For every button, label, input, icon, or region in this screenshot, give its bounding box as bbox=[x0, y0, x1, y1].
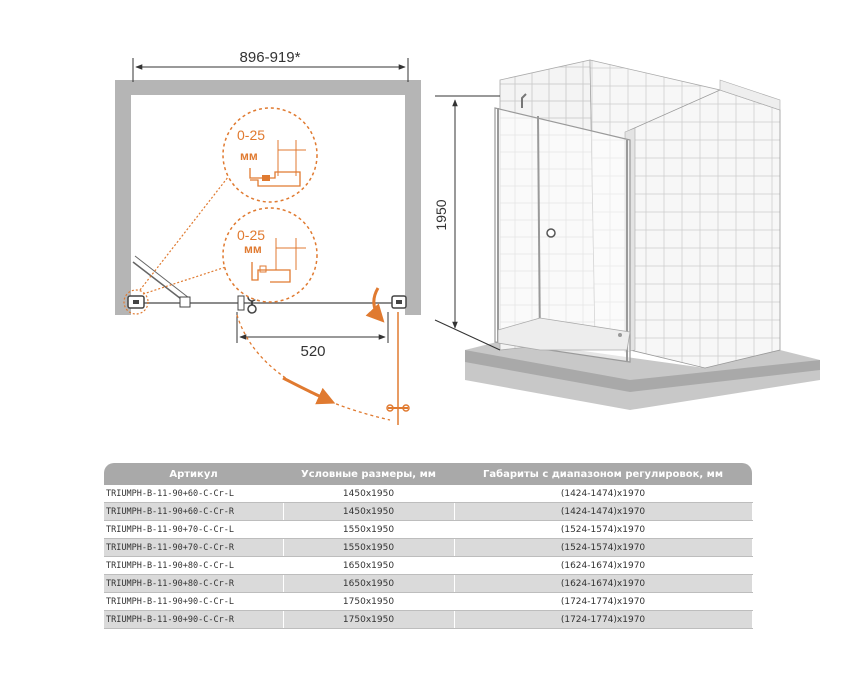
cell-article: TRIUMPH-B-11-90+70-C-Cr-R bbox=[104, 539, 283, 557]
cell-nominal-size: 1550x1950 bbox=[283, 521, 454, 539]
detail-bottom-unit: мм bbox=[244, 242, 262, 256]
side-wall-tiles bbox=[630, 90, 780, 368]
cell-article: TRIUMPH-B-11-90+80-C-Cr-R bbox=[104, 575, 283, 593]
isometric-view bbox=[430, 50, 841, 420]
header-article: Артикул bbox=[104, 463, 283, 485]
table-row bbox=[104, 593, 752, 611]
cell-adjustable-size: (1424-1474)x1970 bbox=[454, 503, 752, 521]
cell-nominal-size: 1650x1950 bbox=[283, 575, 454, 593]
door-knob-icon bbox=[547, 229, 555, 237]
cell-adjustable-size: (1724-1774)x1970 bbox=[454, 611, 752, 629]
door-dimension-label: 520 bbox=[300, 343, 326, 360]
cell-nominal-size: 1450x1950 bbox=[283, 485, 454, 503]
table-row bbox=[104, 611, 752, 629]
plan-view bbox=[0, 0, 460, 450]
header-nominal-size: Условные размеры, мм bbox=[283, 463, 454, 485]
table-row bbox=[104, 575, 752, 593]
table-row bbox=[104, 503, 752, 521]
plan-view-drawing bbox=[0, 0, 460, 450]
table-row bbox=[104, 539, 752, 557]
cell-adjustable-size: (1524-1574)x1970 bbox=[454, 521, 752, 539]
turn-arrow-icon bbox=[374, 288, 382, 320]
cell-article: TRIUMPH-B-11-90+60-C-Cr-L bbox=[104, 485, 283, 503]
table-row bbox=[104, 557, 752, 575]
detail-bottom-range: 0-25 bbox=[237, 227, 266, 243]
cell-nominal-size: 1750x1950 bbox=[283, 611, 454, 629]
spec-table bbox=[104, 463, 753, 629]
cell-adjustable-size: (1424-1474)x1970 bbox=[454, 485, 752, 503]
table-header-row bbox=[104, 463, 752, 485]
detail-top-unit: мм bbox=[240, 149, 258, 163]
cell-nominal-size: 1550x1950 bbox=[283, 539, 454, 557]
door-swing-arc bbox=[237, 315, 390, 420]
cell-article: TRIUMPH-B-11-90+70-C-Cr-L bbox=[104, 521, 283, 539]
door-seal bbox=[238, 296, 244, 310]
detail-top-range: 0-25 bbox=[237, 127, 266, 143]
cell-adjustable-size: (1524-1574)x1970 bbox=[454, 539, 752, 557]
detail-circle-bottom bbox=[223, 208, 317, 302]
detail-circle-top bbox=[223, 108, 317, 202]
cell-adjustable-size: (1724-1774)x1970 bbox=[454, 593, 752, 611]
cell-article: TRIUMPH-B-11-90+90-C-Cr-L bbox=[104, 593, 283, 611]
cell-nominal-size: 1650x1950 bbox=[283, 557, 454, 575]
left-wall bbox=[115, 80, 131, 315]
cell-adjustable-size: (1624-1674)x1970 bbox=[454, 575, 752, 593]
swing-arrow-icon bbox=[283, 378, 332, 402]
table-row bbox=[104, 521, 752, 539]
header-adjustable-size: Габариты с диапазоном регулировок, мм bbox=[454, 463, 752, 485]
back-wall bbox=[131, 80, 419, 95]
isometric-drawing bbox=[430, 50, 841, 420]
cell-nominal-size: 1750x1950 bbox=[283, 593, 454, 611]
cell-article: TRIUMPH-B-11-90+90-C-Cr-R bbox=[104, 611, 283, 629]
cell-adjustable-size: (1624-1674)x1970 bbox=[454, 557, 752, 575]
right-wall bbox=[405, 80, 421, 315]
cell-article: TRIUMPH-B-11-90+80-C-Cr-L bbox=[104, 557, 283, 575]
table-row bbox=[104, 485, 752, 503]
top-dimension-label: 896-919* bbox=[239, 49, 301, 66]
height-dimension-label: 1950 bbox=[433, 199, 449, 231]
cell-article: TRIUMPH-B-11-90+60-C-Cr-R bbox=[104, 503, 283, 521]
cell-nominal-size: 1450x1950 bbox=[283, 503, 454, 521]
